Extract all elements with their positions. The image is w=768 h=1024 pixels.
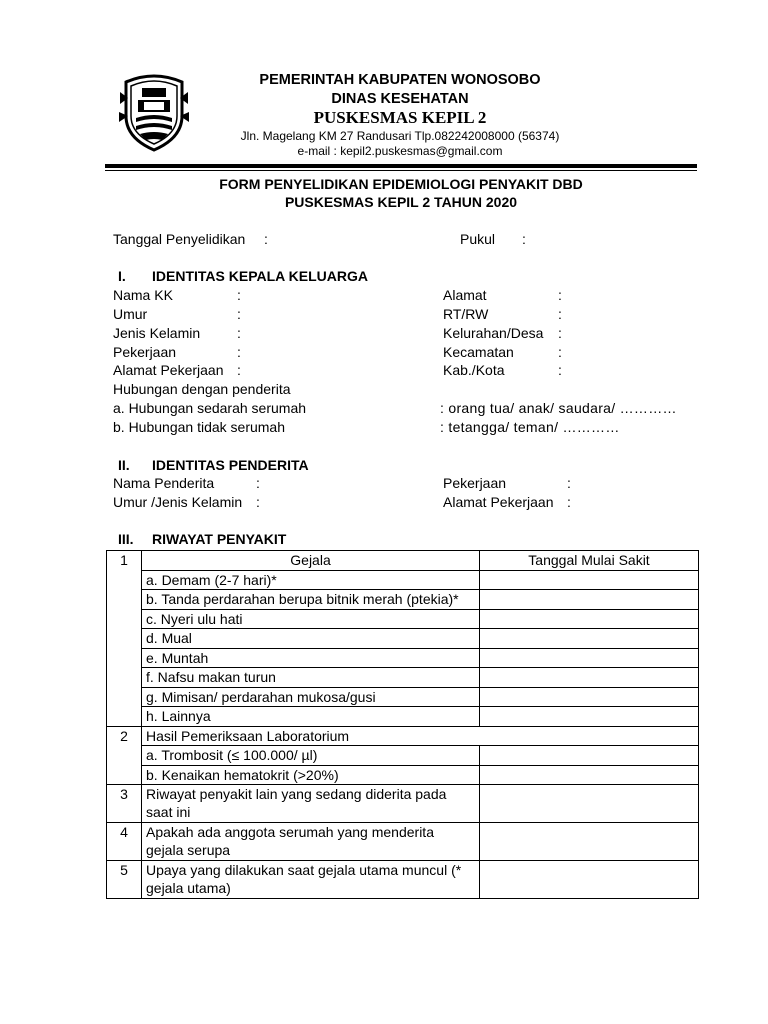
medical-history-table <box>106 550 699 899</box>
field-colon: : <box>237 344 241 360</box>
field-label-nama-kk: Nama KK <box>113 287 173 303</box>
field-label-pekerjaan-penderita: Pekerjaan <box>443 475 507 491</box>
symptom-cell: e. Muntah <box>142 648 480 668</box>
field-colon: : <box>256 494 260 510</box>
answer-cell[interactable] <box>480 823 699 861</box>
onset-date-cell[interactable] <box>480 668 699 688</box>
field-colon: : <box>237 306 241 322</box>
field-label-umur: Umur <box>113 306 148 322</box>
symptom-cell: b. Tanda perdarahan berupa bitnik merah (ptekia)* <box>142 590 480 610</box>
letterhead-email: e-mail : kepil2.puskesmas@gmail.com <box>297 144 503 158</box>
form-title: FORM PENYELIDIKAN EPIDEMIOLOGI PENYAKIT DBD <box>219 176 583 192</box>
date-label: Tanggal Penyelidikan <box>113 231 246 247</box>
lab-title: Hasil Pemeriksaan Laboratorium <box>142 726 699 746</box>
field-label-alamat: Alamat <box>443 287 487 303</box>
section-3-title: RIWAYAT PENYAKIT <box>152 531 287 547</box>
row-number-blank <box>107 570 142 590</box>
section-3-number: III. <box>118 531 134 547</box>
symptom-cell: g. Mimisan/ perdarahan mukosa/gusi <box>142 687 480 707</box>
relation-b-label: b. Hubungan tidak serumah <box>113 419 285 435</box>
section-1-title: IDENTITAS KEPALA KELUARGA <box>152 268 368 284</box>
field-colon: : <box>567 475 571 491</box>
field-label-kecamatan: Kecamatan <box>443 344 514 360</box>
field-colon: : <box>567 494 571 510</box>
onset-date-cell[interactable] <box>480 570 699 590</box>
section-2-number: II. <box>118 457 130 473</box>
onset-date-cell[interactable] <box>480 648 699 668</box>
row-number-blank <box>107 590 142 610</box>
lab-value-cell[interactable] <box>480 746 699 766</box>
field-label-alamat-pekerjaan: Alamat Pekerjaan <box>113 362 224 378</box>
row-number-blank <box>107 746 142 766</box>
field-colon: : <box>558 325 562 341</box>
symptom-cell: a. Demam (2-7 hari)* <box>142 570 480 590</box>
row-number-blank <box>107 765 142 785</box>
section-2-title: IDENTITAS PENDERITA <box>152 457 309 473</box>
letterhead-institution: PUSKESMAS KEPIL 2 <box>313 108 487 127</box>
field-label-pekerjaan: Pekerjaan <box>113 344 177 360</box>
header-onset-date: Tanggal Mulai Sakit <box>480 551 699 571</box>
regency-emblem-icon <box>118 72 190 152</box>
row-number-blank <box>107 668 142 688</box>
field-label-jenis-kelamin: Jenis Kelamin <box>113 325 201 341</box>
row-number-blank <box>107 687 142 707</box>
lab-item-cell: b. Kenaikan hematokrit (>20%) <box>142 765 480 785</box>
field-label-kelurahan: Kelurahan/Desa <box>443 325 544 341</box>
answer-cell[interactable] <box>480 785 699 823</box>
field-label-nama-penderita: Nama Penderita <box>113 475 215 491</box>
field-colon: : <box>237 325 241 341</box>
question-cell: Riwayat penyakit lain yang sedang diderita pada saat ini <box>142 785 480 823</box>
field-colon: : <box>237 287 241 303</box>
row-number: 3 <box>107 785 142 823</box>
time-colon: : <box>522 231 526 247</box>
lab-item-cell: a. Trombosit (≤ 100.000/ µl) <box>142 746 480 766</box>
symptom-cell: f. Nafsu makan turun <box>142 668 480 688</box>
letterhead-address: Jln. Magelang KM 27 Randusari Tlp.082242008000 (56374) <box>240 129 560 143</box>
letterhead-divider-thick <box>105 164 697 168</box>
relation-b-options: : tetangga/ teman/ ………… <box>440 419 620 435</box>
field-label-kab-kota: Kab./Kota <box>443 362 505 378</box>
field-colon: : <box>558 362 562 378</box>
field-label-rt-rw: RT/RW <box>443 306 489 322</box>
field-label-umur-jenis-kelamin: Umur /Jenis Kelamin <box>113 494 243 510</box>
relation-label: Hubungan dengan penderita <box>113 381 291 397</box>
symptom-cell: h. Lainnya <box>142 707 480 727</box>
onset-date-cell[interactable] <box>480 687 699 707</box>
row-number-blank <box>107 648 142 668</box>
row-number-blank <box>107 629 142 649</box>
question-cell: Upaya yang dilakukan saat gejala utama muncul (* gejala utama) <box>142 861 480 899</box>
field-colon: : <box>558 344 562 360</box>
relation-a-label: a. Hubungan sedarah serumah <box>113 400 307 416</box>
symptom-cell: c. Nyeri ulu hati <box>142 609 480 629</box>
symptom-cell: d. Mual <box>142 629 480 649</box>
row-number-blank <box>107 707 142 727</box>
time-label: Pukul <box>460 231 496 247</box>
date-colon: : <box>264 231 268 247</box>
field-colon: : <box>256 475 260 491</box>
letterhead-department: DINAS KESEHATAN <box>331 91 469 107</box>
letterhead-divider-thin <box>105 170 697 171</box>
field-label-alamat-pekerjaan-penderita: Alamat Pekerjaan <box>443 494 554 510</box>
row-number: 1 <box>107 551 142 571</box>
field-colon: : <box>558 287 562 303</box>
onset-date-cell[interactable] <box>480 609 699 629</box>
section-1-number: I. <box>118 268 126 284</box>
row-number: 4 <box>107 823 142 861</box>
onset-date-cell[interactable] <box>480 629 699 649</box>
row-number: 5 <box>107 861 142 899</box>
lab-value-cell[interactable] <box>480 765 699 785</box>
onset-date-cell[interactable] <box>480 590 699 610</box>
row-number-blank <box>107 609 142 629</box>
header-symptom: Gejala <box>142 551 480 571</box>
relation-a-options: : orang tua/ anak/ saudara/ ………… <box>440 400 677 416</box>
form-subtitle: PUSKESMAS KEPIL 2 TAHUN 2020 <box>284 194 518 210</box>
field-colon: : <box>558 306 562 322</box>
question-cell: Apakah ada anggota serumah yang menderita gejala serupa <box>142 823 480 861</box>
onset-date-cell[interactable] <box>480 707 699 727</box>
letterhead-government: PEMERINTAH KABUPATEN WONOSOBO <box>259 72 541 88</box>
answer-cell[interactable] <box>480 861 699 899</box>
row-number: 2 <box>107 726 142 746</box>
field-colon: : <box>237 362 241 378</box>
